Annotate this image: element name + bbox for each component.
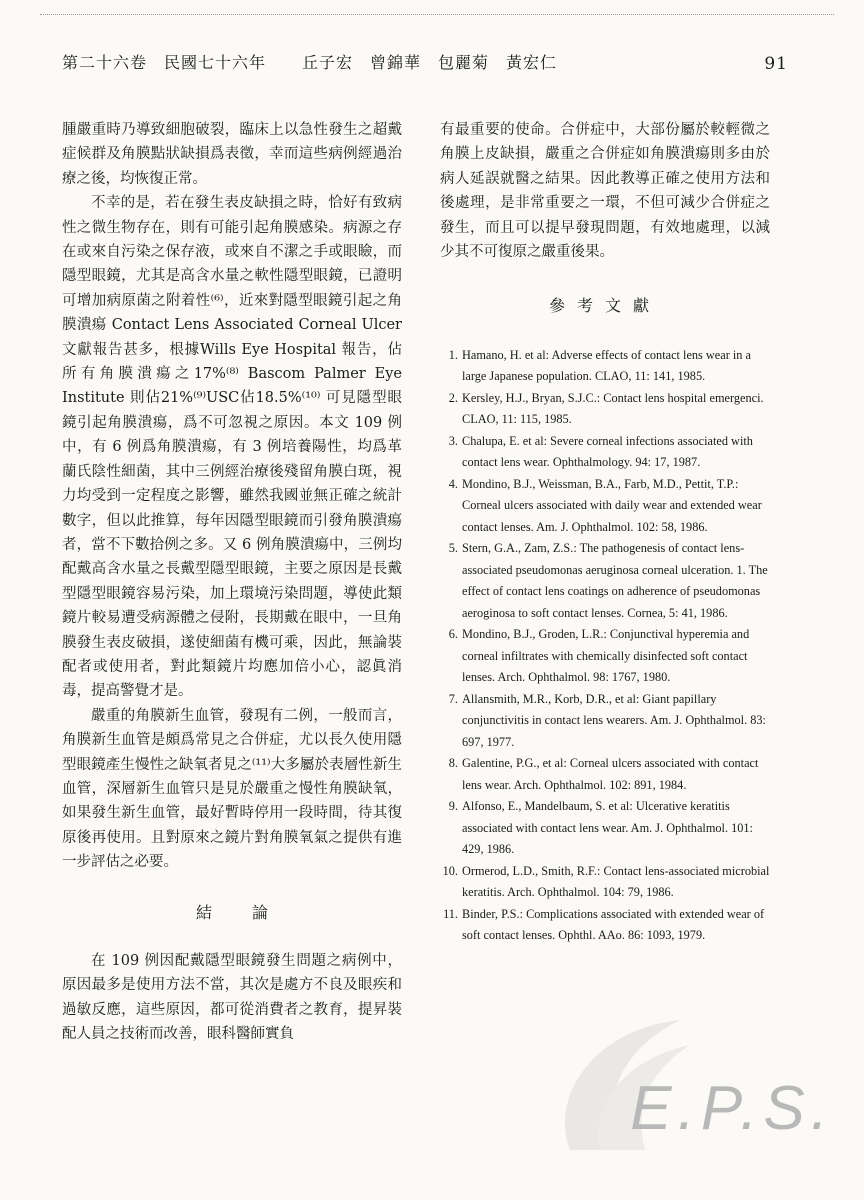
publisher-watermark: E.P.S.: [630, 1074, 834, 1143]
running-header: [62, 50, 788, 80]
body-paragraph: 嚴重的角膜新生血管，發現有二例，一般而言，角膜新生血管是頗爲常見之合併症，尤以長久使用隱型眼鏡產生慢性之缺氧者見之⁽¹¹⁾大多屬於表層性新生血管，深層新生血管只是見於嚴重之慢性角膜缺氧，如果發生新生血管，最好暫時停用一段時間，待其復原後再使用。且對原來之鏡片對角膜氧氣之提供有進一步評估之必要。: [62, 707, 402, 871]
reference-item: 9. Alfonso, E., Mandelbaum, S. et al: Ulcerative keratitis associated with contact lens wear. Am. J. Ophthalmol. 101: 429, 1986.: [448, 799, 753, 857]
reference-list: [440, 345, 770, 947]
left-column: [62, 118, 402, 1047]
reference-item: 11. Binder, P.S.: Complications associated with extended wear of soft contact lenses. Ophthl. AAo. 86: 1093, 1979.: [443, 906, 765, 943]
top-rule: [40, 14, 834, 15]
reference-item: 6. Mondino, B.J., Groden, L.R.: Conjunctival hyperemia and corneal infiltrates with chemically disinfected soft contact lenses. Arch. Ophthalmol. 98: 1767, 1980.: [448, 627, 750, 685]
reference-item: 4. Mondino, B.J., Weissman, B.A., Farb, M.D., Pettit, T.P.: Corneal ulcers associated with daily wear and extended wear contact lenses. Am. J. Ophthalmol. 102: 58, 1986.: [448, 476, 762, 534]
page-number: 91: [764, 54, 788, 74]
journal-issue: 第二十六卷 民國七十六年: [62, 53, 267, 72]
reference-item: 3. Chalupa, E. et al: Severe corneal infections associated with contact lens wear. Ophthalmology. 94: 17, 1987.: [448, 433, 753, 470]
body-paragraph: 腫嚴重時乃導致細胞破裂，臨床上以急性發生之超戴症候群及角膜點狀缺損爲表徵，幸而這些病例經過治療之後，均恢復正常。: [62, 122, 402, 187]
conclusion-paragraph: 在 109 例因配戴隱型眼鏡發生問題之病例中，原因最多是使用方法不當，其次是處方不良及眼疾和過敏反應，這些原因，都可從消費者之教育，提昇裝配人員之技術而改善，眼科醫師實負: [62, 953, 402, 1043]
reference-item: 1. Hamano, H. et al: Adverse effects of contact lens wear in a large Japanese population. CLAO, 11: 141, 1985.: [448, 347, 751, 384]
reference-item: 5. Stern, G.A., Zam, Z.S.: The pathogenesis of contact lens-associated pseudomonas aeruginosa corneal ulceration. 1. The effect of contact lens coatings on adherence of pseudomonas aeroginosa to soft contact lenses. Cornea, 5: 41, 1986.: [448, 541, 768, 620]
reference-item: 8. Galentine, P.G., et al: Corneal ulcers associated with contact lens wear. Arch. Ophthalmol. 102: 891, 1984.: [448, 756, 759, 792]
reference-item: 2. Kersley, H.J., Bryan, S.J.C.: Contact lens hospital emergenci. CLAO, 11: 115, 1985.: [448, 390, 764, 427]
references-heading: 參考文獻: [548, 296, 661, 316]
body-paragraph: 有最重要的使命。合併症中，大部份屬於較輕微之角膜上皮缺損，嚴重之合併症如角膜潰瘍則多由於病人延誤就醫之結果。因此教導正確之使用方法和後處理，是非常重要之一環，不但可減少合併症之發生，而且可以提早發現問題，有效地處理，以減少其不可復原之嚴重後果。: [440, 122, 770, 261]
body-paragraph: 不幸的是，若在發生表皮缺損之時，恰好有致病性之微生物存在，則有可能引起角膜感染。病源之存在或來自污染之保存液，或來自不潔之手或眼瞼，而隱型眼鏡，尤其是高含水量之軟性隱型眼鏡，已證明可增加病原菌之附着性⁽⁶⁾，近來對隱型眼鏡引起之角膜潰瘍 Contact Lens Associated Corneal Ulcer 文獻報告甚多，根據Wills Eye Hospital 報告，佔所有角膜潰瘍之17%⁽⁸⁾ Bascom Palmer Eye Institute 則佔21%⁽⁹⁾USC佔18.5%⁽¹⁰⁾ 可見隱型眼鏡引起角膜潰瘍，爲不可忽視之原因。本文 109 例中，有 6 例爲角膜潰瘍，有 3 例培養陽性，均爲革蘭氏陰性細菌，其中三例經治療後殘留角膜白斑，視力均受到一定程度之影響，雖然我國並無正確之統計數字，但以此推算，每年因隱型眼鏡而引發角膜潰瘍者，當不下數拾例之多。又 6 例角膜潰瘍中，三例均配戴高含水量之長戴型隱型眼鏡，主要之原因是長戴型隱型眼鏡容易污染，加上環境污染問題，導使此類鏡片較易遭受病源體之侵附，長期戴在眼中，一旦角膜發生表皮破損，遂使細菌有機可乘，因此，無論裝配者或使用者，對此類鏡片均應加倍小心，認眞消毒，提高警覺才是。: [62, 195, 402, 700]
author-names: 丘子宏 曾錦華 包麗菊 黃宏仁: [302, 53, 558, 72]
reference-item: 7. Allansmith, M.R., Korb, D.R., et al: Giant papillary conjunctivitis in contact lens wearers. Am. J. Ophthalmol. 83: 697, 1977.: [448, 691, 766, 749]
right-column: [440, 118, 770, 947]
reference-item: 10. Ormerod, L.D., Smith, R.F.: Contact lens-associated microbial keratitis. Arch. Ophthalmol. 104: 79, 1986.: [442, 863, 770, 900]
conclusion-heading: 結論: [195, 902, 308, 922]
